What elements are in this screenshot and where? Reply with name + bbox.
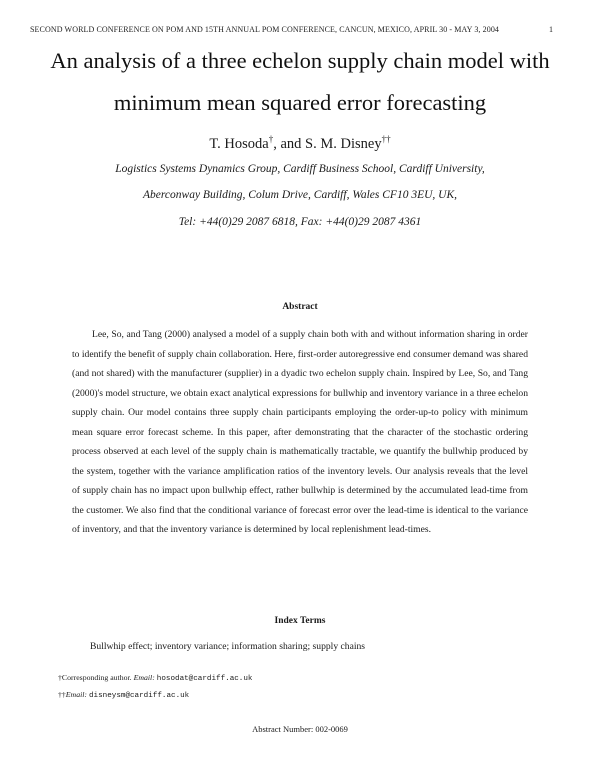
footnote-mark: †† (58, 690, 66, 699)
email-hosoda[interactable]: hosodat@cardiff.ac.uk (156, 675, 253, 683)
abstract-text: Lee, So, and Tang (2000) analysed a model of a supply chain both with and without information sharing in order to identify the benefit of supply chain collaboration. Here, first-order autoregressive end consumer demand was shared (and not shared) with the manufacturer (supplier) in a dyadic two echelon supply chain. Inspired by Lee, So, and Tang (2000)'s model structure, we obtain exact analytical expressions for bullwhip and inventory variance in a three echelon supply chain. Our model contains three supply chain participants employing the order-up-to policy with minimum mean square error forecast scheme. In this paper, after demonstrating that the character of the stochastic ordering process observed at each level of the supply chain is mathematically tractable, we quantify the bullwhip produced by the system, together with the variance amplification ratios of the inventory levels. Our analysis reveals that the level of supply chain has no impact upon bullwhip effect, rather bullwhip is determined by the accumulated lead-time from the customer. We also find that the conditional variance of forecast error over the lead-time is identical to the variance of inventory, and that the inventory variance is determined by local replenishment lead-times. (72, 329, 528, 535)
affiliation-line-1: Logistics Systems Dynamics Group, Cardiff Business School, Cardiff University, (115, 163, 485, 175)
index-terms-text: Bullwhip effect; inventory variance; information sharing; supply chains (90, 641, 366, 652)
abstract-heading: Abstract (282, 302, 318, 312)
footnote-corresponding-author (58, 673, 252, 683)
paper-title-line-2: minimum mean squared error forecasting (113, 90, 487, 115)
affiliation-line-2: Aberconway Building, Colum Drive, Cardiff, Wales CF10 3EU, UK, (143, 189, 457, 201)
abstract-number: Abstract Number: 002-0069 (252, 724, 348, 734)
email-label: Email: (133, 673, 155, 682)
email-disney[interactable]: disneysm@cardiff.ac.uk (88, 692, 190, 700)
footnote-label: Corresponding author. (61, 673, 132, 682)
author-disney: , and S. M. Disney (273, 136, 382, 152)
author-mark-1: † (268, 134, 274, 144)
author-mark-2: †† (381, 134, 391, 144)
paper-title-line-1: An analysis of a three echelon supply chain model with (50, 48, 550, 73)
email-label: Email: (65, 690, 88, 699)
affiliation-contact: Tel: +44(0)29 2087 6818, Fax: +44(0)29 2087 4361 (178, 216, 422, 228)
footnote-mark: † (58, 673, 62, 682)
author-hosoda: T. Hosoda (209, 136, 269, 152)
footnote-disney (58, 690, 189, 700)
page-number: 1 (549, 25, 553, 34)
index-terms-heading: Index Terms (274, 616, 326, 626)
author-list (0, 136, 600, 153)
running-header: SECOND WORLD CONFERENCE ON POM AND 15TH ANNUAL POM CONFERENCE, CANCUN, MEXICO, APRIL 30 - MAY 3, 2004 (30, 25, 500, 34)
